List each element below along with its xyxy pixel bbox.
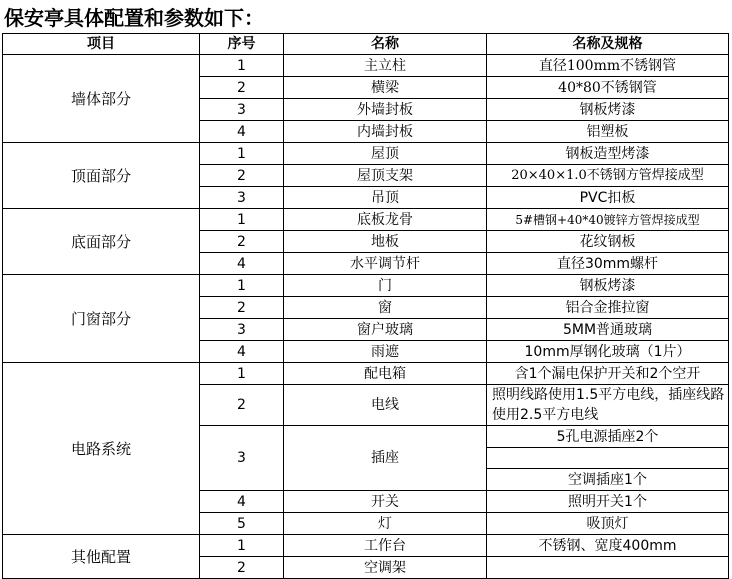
table-row: [3, 275, 729, 297]
header-no: 序号: [200, 34, 284, 55]
row-name: 主立柱: [284, 55, 487, 77]
row-name: 地板: [284, 231, 487, 253]
header-row: [3, 34, 729, 55]
row-name: 屋顶: [284, 143, 487, 165]
row-spec: 铝塑板: [487, 121, 729, 143]
config-table: [2, 33, 729, 579]
row-no: 2: [200, 231, 284, 253]
row-no: 4: [200, 121, 284, 143]
row-spec: 空调插座1个: [487, 469, 729, 491]
row-spec: 花纹钢板: [487, 231, 729, 253]
row-name: 门: [284, 275, 487, 297]
table-row: [3, 363, 729, 385]
row-no: 3: [200, 319, 284, 341]
row-no: 1: [200, 143, 284, 165]
header-spec: 名称及规格: [487, 34, 729, 55]
row-spec: 含1个漏电保护开关和2个空开: [487, 363, 729, 385]
row-no: 2: [200, 557, 284, 579]
row-name: 空调架: [284, 557, 487, 579]
row-no: 2: [200, 165, 284, 187]
row-spec: 吸顶灯: [487, 513, 729, 535]
table-row: [3, 535, 729, 557]
row-spec: 照明开关1个: [487, 491, 729, 513]
row-spec: 直径100mm不锈钢管: [487, 55, 729, 77]
row-name: 窗户玻璃: [284, 319, 487, 341]
row-name: 电线: [284, 385, 487, 426]
row-name: 窗: [284, 297, 487, 319]
row-spec: 钢板烤漆: [487, 99, 729, 121]
row-no: 4: [200, 341, 284, 363]
row-spec: [487, 557, 729, 579]
row-no: 1: [200, 55, 284, 77]
row-no: 2: [200, 297, 284, 319]
header-category: 项目: [3, 34, 200, 55]
table-row: [3, 209, 729, 231]
page-title: 保安亭具体配置和参数如下：: [4, 6, 264, 30]
row-spec: 钢板烤漆: [487, 275, 729, 297]
row-spec: 5孔电源插座2个: [487, 426, 729, 448]
row-name: 外墙封板: [284, 99, 487, 121]
row-spec: 5#槽钢+40*40镀锌方管焊接成型: [487, 209, 729, 231]
row-spec: [487, 448, 729, 469]
row-no: 3: [200, 187, 284, 209]
row-name: 插座: [284, 426, 487, 491]
row-no: 5: [200, 513, 284, 535]
row-name: 雨遮: [284, 341, 487, 363]
row-name: 横梁: [284, 77, 487, 99]
category-cell: 门窗部分: [3, 275, 200, 363]
row-spec: 照明线路使用1.5平方电线，插座线路使用2.5平方电线: [487, 385, 729, 426]
row-name: 水平调节杆: [284, 253, 487, 275]
row-spec: 不锈钢、宽度400mm: [487, 535, 729, 557]
category-cell: 墙体部分: [3, 55, 200, 143]
row-name: 底板龙骨: [284, 209, 487, 231]
row-name: 吊顶: [284, 187, 487, 209]
category-cell: 底面部分: [3, 209, 200, 275]
row-name: 配电箱: [284, 363, 487, 385]
row-no: 1: [200, 363, 284, 385]
row-no: 4: [200, 253, 284, 275]
category-cell: 电路系统: [3, 363, 200, 535]
header-name: 名称: [284, 34, 487, 55]
category-cell: 其他配置: [3, 535, 200, 579]
row-no: 2: [200, 77, 284, 99]
category-cell: 顶面部分: [3, 143, 200, 209]
row-no: 4: [200, 491, 284, 513]
row-no: 3: [200, 426, 284, 491]
row-no: 1: [200, 535, 284, 557]
row-name: 内墙封板: [284, 121, 487, 143]
row-spec: 40*80不锈钢管: [487, 77, 729, 99]
row-name: 屋顶支架: [284, 165, 487, 187]
row-name: 开关: [284, 491, 487, 513]
row-spec: 10mm厚钢化玻璃（1片）: [487, 341, 729, 363]
row-spec: 20×40×1.0不锈钢方管焊接成型: [487, 165, 729, 187]
row-no: 2: [200, 385, 284, 426]
row-spec: 铝合金推拉窗: [487, 297, 729, 319]
row-no: 1: [200, 209, 284, 231]
row-spec: 5MM普通玻璃: [487, 319, 729, 341]
row-name: 工作台: [284, 535, 487, 557]
row-spec: PVC扣板: [487, 187, 729, 209]
row-spec: 直径30mm螺杆: [487, 253, 729, 275]
table-row: [3, 55, 729, 77]
row-name: 灯: [284, 513, 487, 535]
row-spec: 钢板造型烤漆: [487, 143, 729, 165]
table-row: [3, 143, 729, 165]
row-no: 1: [200, 275, 284, 297]
row-no: 3: [200, 99, 284, 121]
